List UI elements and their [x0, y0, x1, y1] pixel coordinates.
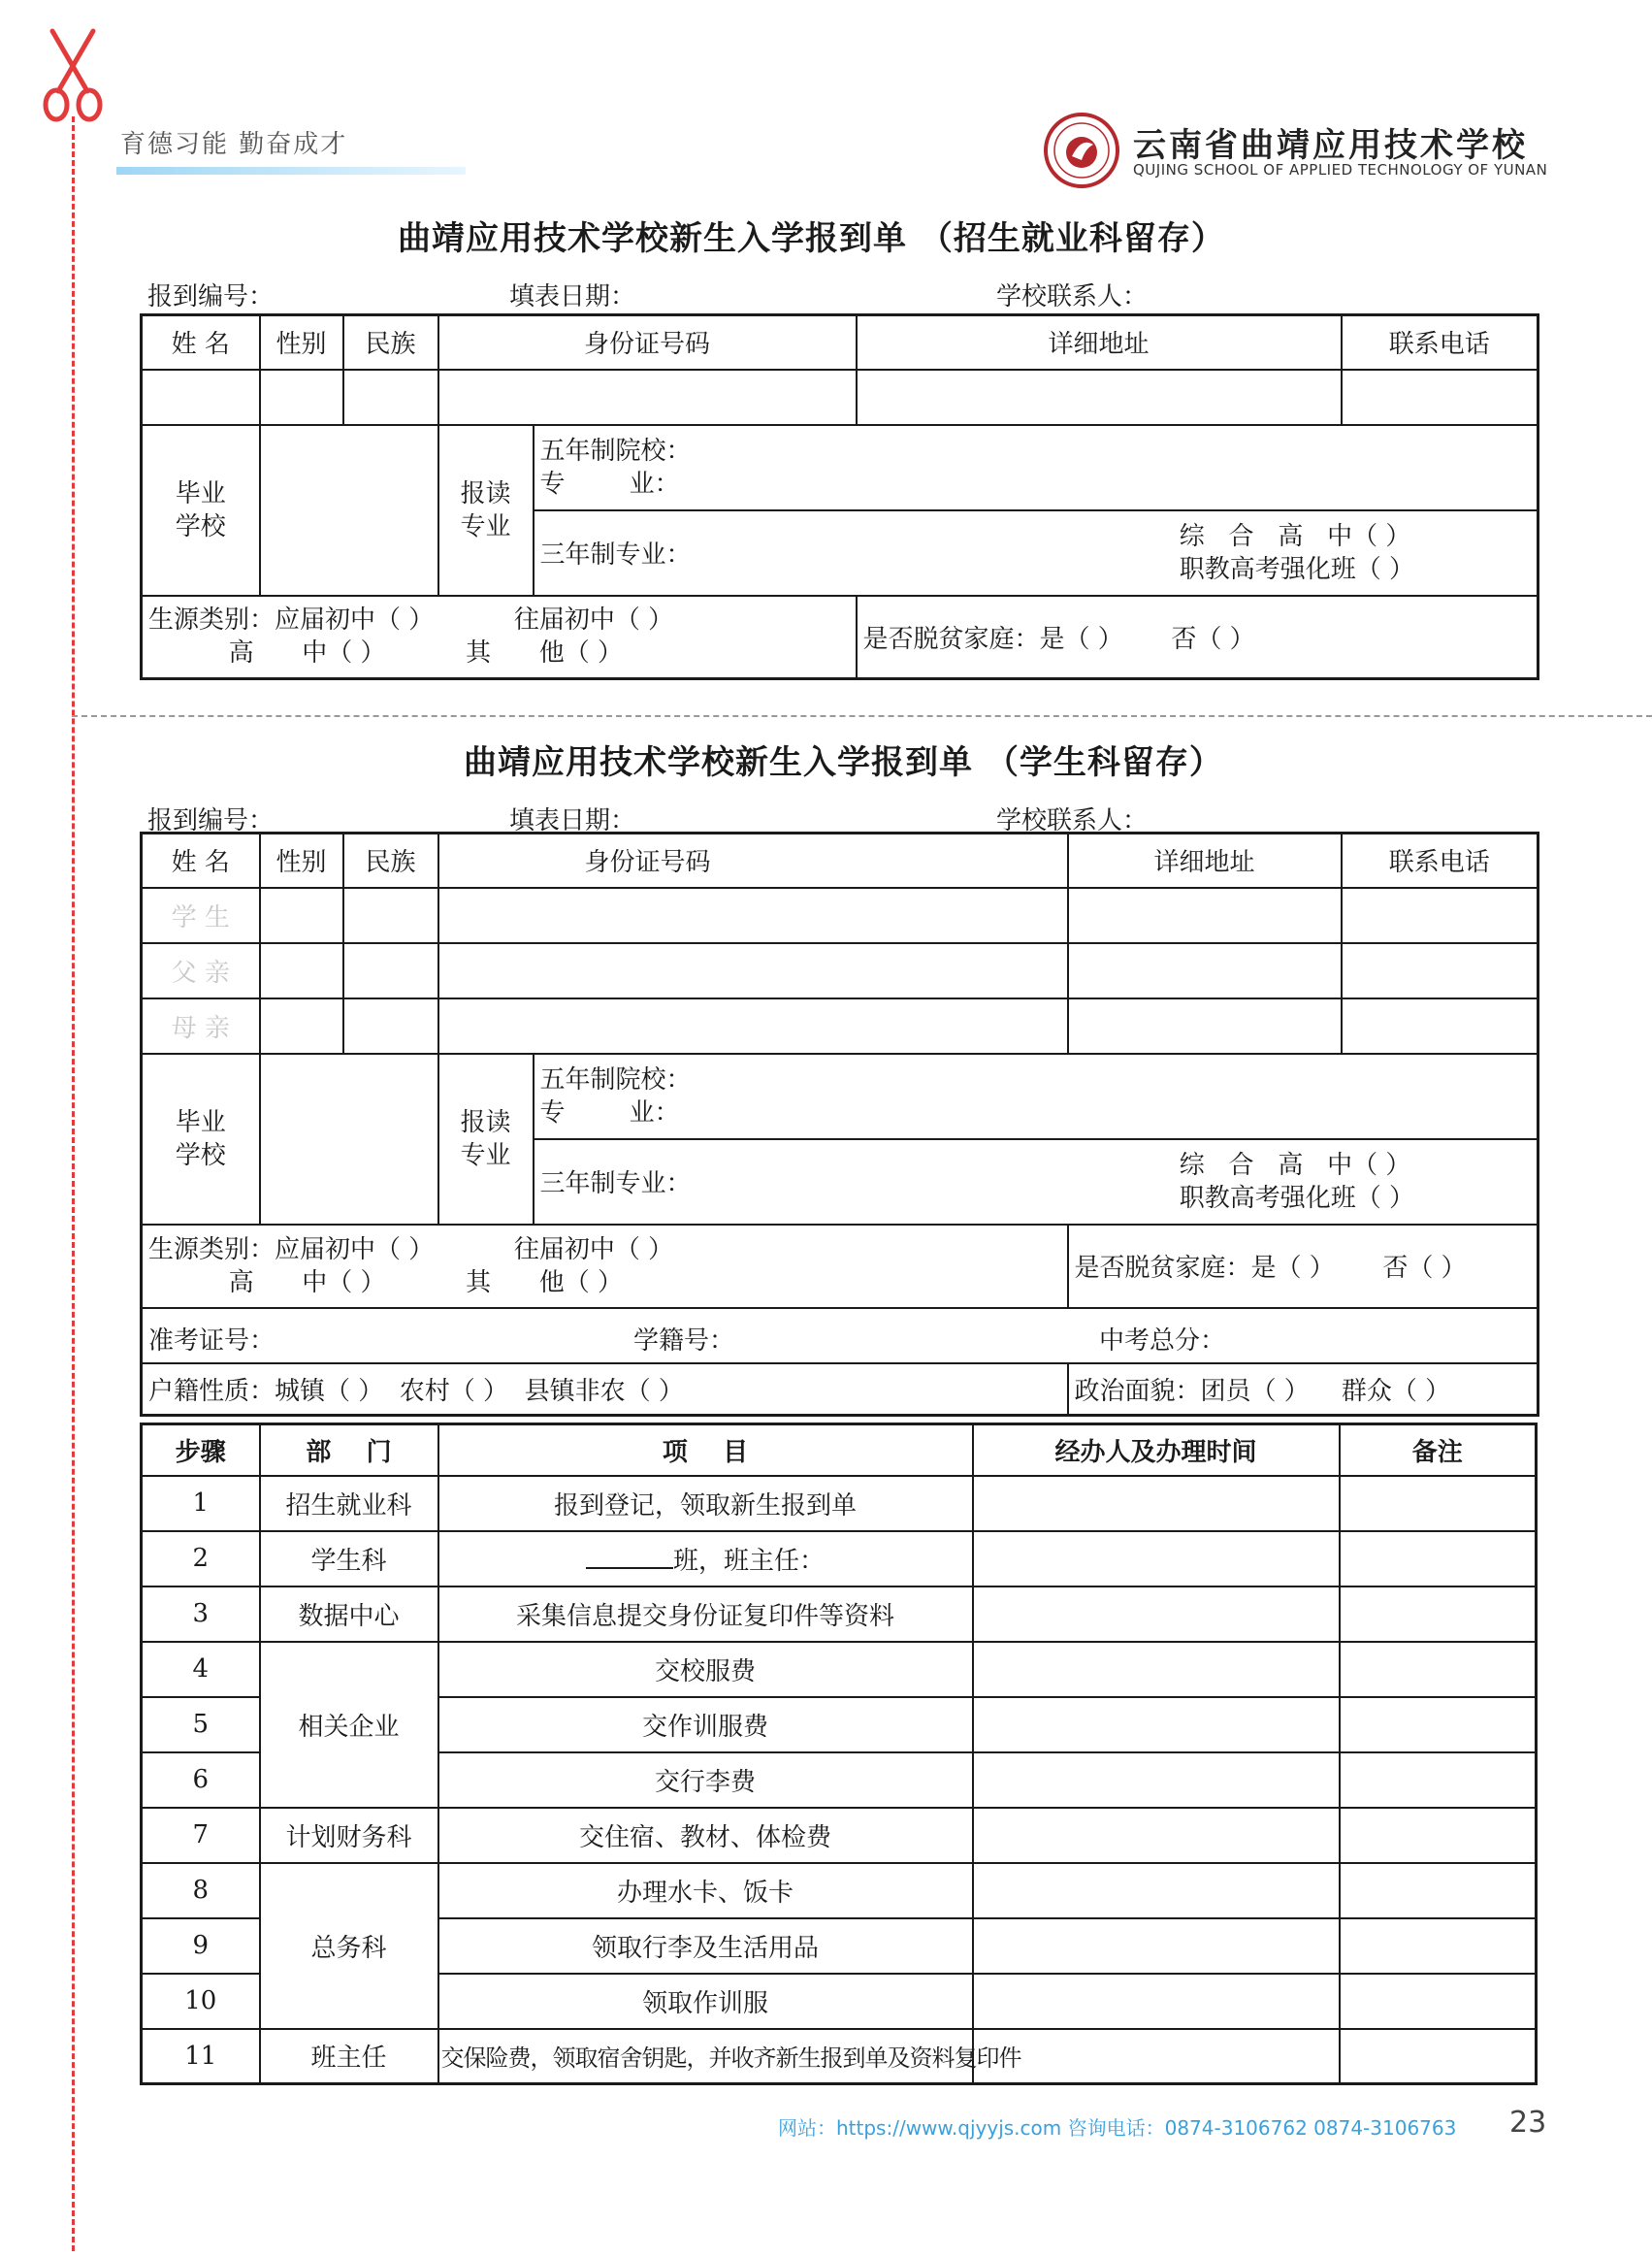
- remark-field[interactable]: [1340, 1863, 1537, 1918]
- form2-report-no-label: 报到编号：: [147, 806, 275, 835]
- handler-field[interactable]: [973, 1752, 1340, 1808]
- handler-field[interactable]: [973, 1476, 1340, 1531]
- person-row-student: 学 生: [142, 888, 260, 943]
- phone-field[interactable]: [1342, 370, 1539, 425]
- source-category-line1: 生源类别：应届初中（ ） 往届初中（ ）: [148, 1234, 674, 1264]
- page-number: 23: [1509, 2106, 1547, 2140]
- header-id-number: 身份证号码: [438, 834, 1068, 888]
- id-number-field[interactable]: [438, 370, 857, 425]
- five-year-school-label: 五年制院校：: [539, 436, 692, 466]
- source-category-line2: 高 中（ ） 其 他（ ）: [148, 638, 623, 669]
- handler-field[interactable]: [973, 1974, 1340, 2029]
- address-field[interactable]: [1068, 943, 1342, 998]
- school-logo-icon: [1043, 112, 1120, 189]
- school-name-en: QUJING SCHOOL OF APPLIED TECHNOLOGY OF YUNAN: [1133, 161, 1548, 179]
- address-field[interactable]: [1068, 888, 1342, 943]
- table-row: 7 计划财务科 交住宿、教材、体检费: [142, 1808, 1537, 1863]
- table-row: 5 交作训服费: [142, 1697, 1537, 1752]
- address-field[interactable]: [1068, 998, 1342, 1054]
- remark-field[interactable]: [1340, 1476, 1537, 1531]
- remark-field[interactable]: [1340, 1531, 1537, 1586]
- class-blank[interactable]: [586, 1544, 673, 1569]
- steps-header-step: 步骤: [142, 1424, 260, 1476]
- phone-field[interactable]: [1342, 888, 1539, 943]
- student-record-label: 学籍号：: [633, 1326, 735, 1356]
- source-category-cell[interactable]: [142, 1225, 1068, 1308]
- slogan-bar: [116, 167, 466, 175]
- five-year-school-label: 五年制院校：: [539, 1064, 692, 1095]
- table-row: 2 学生科 班，班主任：: [142, 1531, 1537, 1586]
- form1-table: [140, 313, 1539, 680]
- phone-field[interactable]: [1342, 943, 1539, 998]
- five-year-major-label: 专 业：: [539, 1097, 680, 1128]
- source-category-line2: 高 中（ ） 其 他（ ）: [148, 1267, 623, 1297]
- poverty-family-cell[interactable]: 是否脱贫家庭：是（ ） 否（ ）: [1068, 1225, 1539, 1308]
- handler-field[interactable]: [973, 1642, 1340, 1697]
- handler-field[interactable]: [973, 2029, 1340, 2084]
- id-number-field[interactable]: [438, 998, 1068, 1054]
- three-year-option-gaokao: 职教高考强化班（ ）: [1179, 1183, 1414, 1213]
- three-year-major-label: 三年制专业：: [539, 1169, 692, 1198]
- form2-table: [140, 832, 1539, 1417]
- form1-contact-label: 学校联系人：: [996, 282, 1149, 311]
- address-field[interactable]: [857, 370, 1342, 425]
- table-row: 8 总务科 办理水卡、饭卡: [142, 1863, 1537, 1918]
- five-year-cell[interactable]: [534, 1054, 1539, 1139]
- name-field[interactable]: [142, 370, 260, 425]
- remark-field[interactable]: [1340, 1586, 1537, 1642]
- grad-school-label: 毕业 学校: [142, 1054, 260, 1225]
- form2-date-label: 填表日期：: [509, 806, 636, 835]
- remark-field[interactable]: [1340, 1642, 1537, 1697]
- header-phone: 联系电话: [1342, 315, 1539, 370]
- form1-report-no-label: 报到编号：: [147, 282, 275, 311]
- steps-table: [140, 1423, 1538, 2085]
- steps-header-handler: 经办人及办理时间: [973, 1424, 1340, 1476]
- remark-field[interactable]: [1340, 1752, 1537, 1808]
- exam-info-cell[interactable]: [142, 1308, 1539, 1363]
- exam-ticket-label: 准考证号：: [148, 1326, 275, 1356]
- handler-field[interactable]: [973, 1531, 1340, 1586]
- ethnicity-field[interactable]: [343, 370, 438, 425]
- form1-title: 曲靖应用技术学校新生入学报到单 （招生就业科留存）: [398, 219, 1225, 258]
- header-gender: 性别: [260, 834, 343, 888]
- handler-field[interactable]: [973, 1808, 1340, 1863]
- header-address: 详细地址: [857, 315, 1342, 370]
- grad-school-field[interactable]: [260, 425, 438, 596]
- handler-field[interactable]: [973, 1863, 1340, 1918]
- exam-score-label: 中考总分：: [1099, 1326, 1226, 1356]
- tear-line: [72, 715, 1652, 717]
- ethnicity-field[interactable]: [343, 888, 438, 943]
- five-year-cell[interactable]: [534, 425, 1539, 510]
- phone-field[interactable]: [1342, 998, 1539, 1054]
- gender-field[interactable]: [260, 943, 343, 998]
- handler-field[interactable]: [973, 1918, 1340, 1974]
- remark-field[interactable]: [1340, 1808, 1537, 1863]
- header-address: 详细地址: [1068, 834, 1342, 888]
- source-category-cell[interactable]: [142, 596, 857, 679]
- table-row: 3 数据中心 采集信息提交身份证复印件等资料: [142, 1586, 1537, 1642]
- footer-contact: 网站：https://www.qjyyjs.com 咨询电话：0874-3106762 0874-3106763: [778, 2116, 1457, 2140]
- person-row-father: 父 亲: [142, 943, 260, 998]
- form2-contact-label: 学校联系人：: [996, 806, 1149, 835]
- gender-field[interactable]: [260, 370, 343, 425]
- three-year-cell[interactable]: [534, 1139, 1539, 1225]
- header-phone: 联系电话: [1342, 834, 1539, 888]
- major-label: 报读 专业: [438, 1054, 534, 1225]
- table-row: 9 领取行李及生活用品: [142, 1918, 1537, 1974]
- table-row: 6 交行李费: [142, 1752, 1537, 1808]
- poverty-family-cell[interactable]: 是否脱贫家庭：是（ ） 否（ ）: [857, 596, 1539, 679]
- three-year-major-label: 三年制专业：: [539, 540, 692, 570]
- steps-header-remark: 备注: [1340, 1424, 1537, 1476]
- three-year-option-general: 综 合 高 中（ ）: [1179, 1150, 1411, 1180]
- header-name: 姓 名: [142, 315, 260, 370]
- ethnicity-field[interactable]: [343, 998, 438, 1054]
- ethnicity-field[interactable]: [343, 943, 438, 998]
- header-name: 姓 名: [142, 834, 260, 888]
- steps-header-item: 项 目: [438, 1424, 973, 1476]
- person-row-mother: 母 亲: [142, 998, 260, 1054]
- three-year-cell[interactable]: [534, 510, 1539, 596]
- gender-field[interactable]: [260, 998, 343, 1054]
- source-category-line1: 生源类别：应届初中（ ） 往届初中（ ）: [148, 605, 674, 636]
- three-year-option-general: 综 合 高 中（ ）: [1179, 521, 1411, 551]
- scissors-icon: [39, 27, 107, 124]
- table-row: 10 领取作训服: [142, 1974, 1537, 2029]
- hukou-cell[interactable]: 户籍性质：城镇（ ） 农村（ ） 县镇非农（ ）: [142, 1363, 1068, 1416]
- id-number-field[interactable]: [438, 888, 1068, 943]
- remark-field[interactable]: [1340, 1918, 1537, 1974]
- gender-field[interactable]: [260, 888, 343, 943]
- remark-field[interactable]: [1340, 1974, 1537, 2029]
- slogan: 育德习能 勤奋成才: [120, 130, 348, 159]
- steps-header-dept: 部 门: [260, 1424, 438, 1476]
- five-year-major-label: 专 业：: [539, 469, 680, 499]
- three-year-option-gaokao: 职教高考强化班（ ）: [1179, 554, 1415, 584]
- remark-field[interactable]: [1340, 2029, 1537, 2084]
- form1-date-label: 填表日期：: [509, 282, 636, 311]
- form2-title: 曲靖应用技术学校新生入学报到单 （学生科留存）: [464, 743, 1223, 782]
- school-name-cn: 云南省曲靖应用技术学校: [1133, 126, 1528, 165]
- cut-line: [72, 116, 75, 2251]
- major-label: 报读 专业: [438, 425, 534, 596]
- header-ethnicity: 民族: [343, 315, 438, 370]
- table-row: 11 班主任 交保险费，领取宿舍钥匙，并收齐新生报到单及资料复印件: [142, 2029, 1537, 2084]
- handler-field[interactable]: [973, 1697, 1340, 1752]
- political-status-cell[interactable]: 政治面貌：团员（ ） 群众（ ）: [1068, 1363, 1539, 1416]
- grad-school-field[interactable]: [260, 1054, 438, 1225]
- grad-school-label: 毕业 学校: [142, 425, 260, 596]
- table-row: 1 招生就业科 报到登记，领取新生报到单: [142, 1476, 1537, 1531]
- id-number-field[interactable]: [438, 943, 1068, 998]
- header-ethnicity: 民族: [343, 834, 438, 888]
- header-gender: 性别: [260, 315, 343, 370]
- handler-field[interactable]: [973, 1586, 1340, 1642]
- header-id-number: 身份证号码: [438, 315, 857, 370]
- remark-field[interactable]: [1340, 1697, 1537, 1752]
- table-row: 4 相关企业 交校服费: [142, 1642, 1537, 1697]
